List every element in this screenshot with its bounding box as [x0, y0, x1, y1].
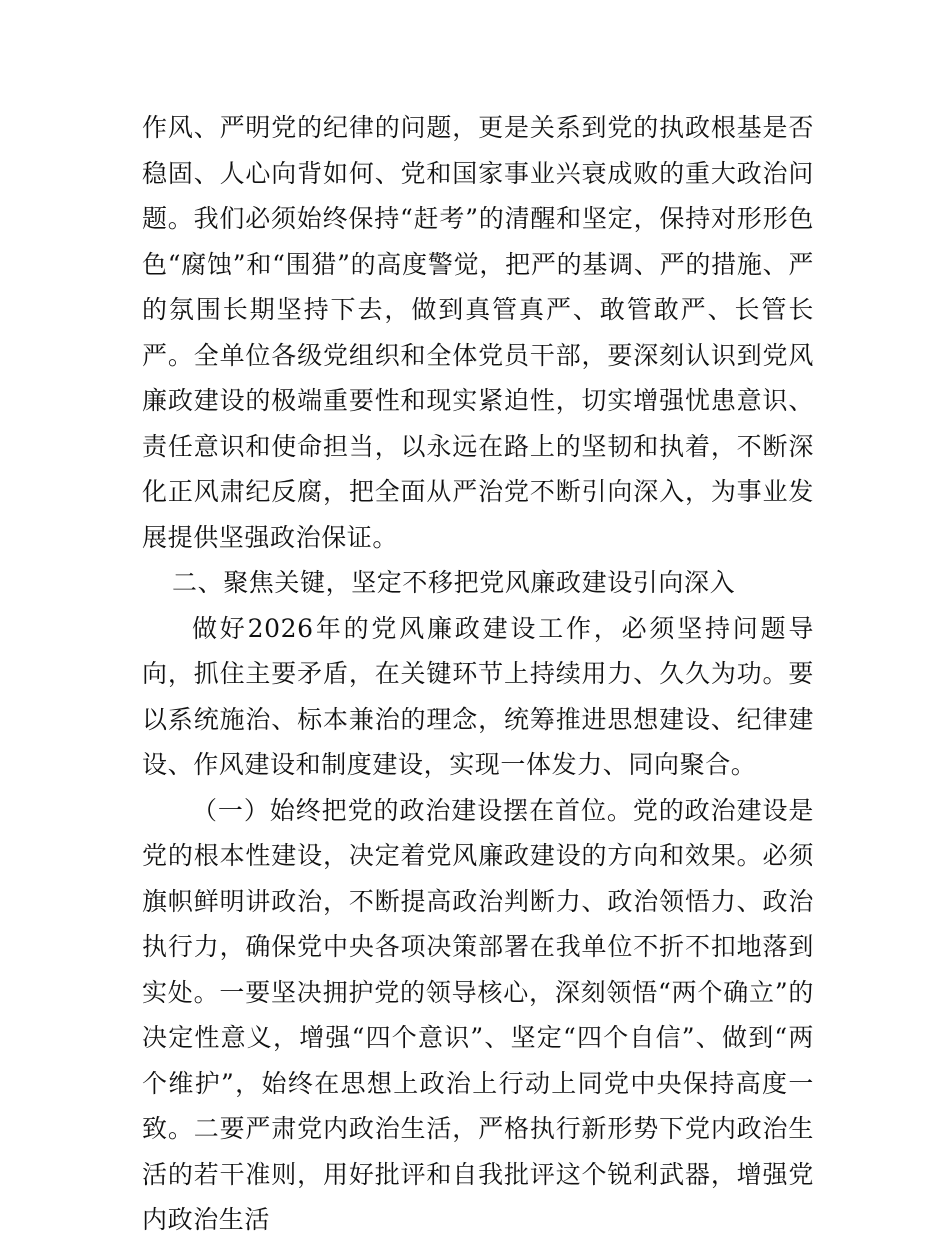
section-heading-2: 二、聚焦关键，坚定不移把党风廉政建设引向深入 — [172, 568, 736, 597]
paragraph-political-building: （一）始终把党的政治建设摆在首位。党的政治建设是党的根本性建设，决定着党风廉政建设的方向和效果。必须旗帜鲜明讲政治，不断提高政治判断力、政治领悟力、政治执行力，确保党中央各项决策部署在我单位不折不扣地落到实处。一要坚决拥护党的领导核心，深刻领悟“两个确立”的决定性意义，增强“四个意识”、坚定“四个自信”、做到“两个维护”，始终在思想上政治上行动上同党中央保持高度一致。二要严肃党内政治生活，严格执行新形势下党内政治生活的若干准则，用好批评和自我批评这个锐利武器，增强党内政治生活 — [142, 795, 814, 1234]
document-body — [142, 105, 814, 1243]
paragraph-2026-work: 做好2026年的党风廉政建设工作，必须坚持问题导向，抓住主要矛盾，在关键环节上持续用力、久久为功。要以系统施治、标本兼治的理念，统筹推进思想建设、纪律建设、作风建设和制度建设，实现一体发力、同向聚合。 — [142, 613, 814, 779]
paragraph-continuation: 作风、严明党的纪律的问题，更是关系到党的执政根基是否稳固、人心向背如何、党和国家事业兴衰成败的重大政治问题。我们必须始终保持“赶考”的清醒和坚定，保持对形形色色“腐蚀”和“围猎”的高度警觉，把严的基调、严的措施、严的氛围长期坚持下去，做到真管真严、敢管敢严、长管长严。全单位各级党组织和全体党员干部，要深刻认识到党风廉政建设的极端重要性和现实紧迫性，切实增强忧患意识、责任意识和使命担当，以永远在路上的坚韧和执着，不断深化正风肃纪反腐，把全面从严治党不断引向深入，为事业发展提供坚强政治保证。 — [142, 113, 814, 552]
